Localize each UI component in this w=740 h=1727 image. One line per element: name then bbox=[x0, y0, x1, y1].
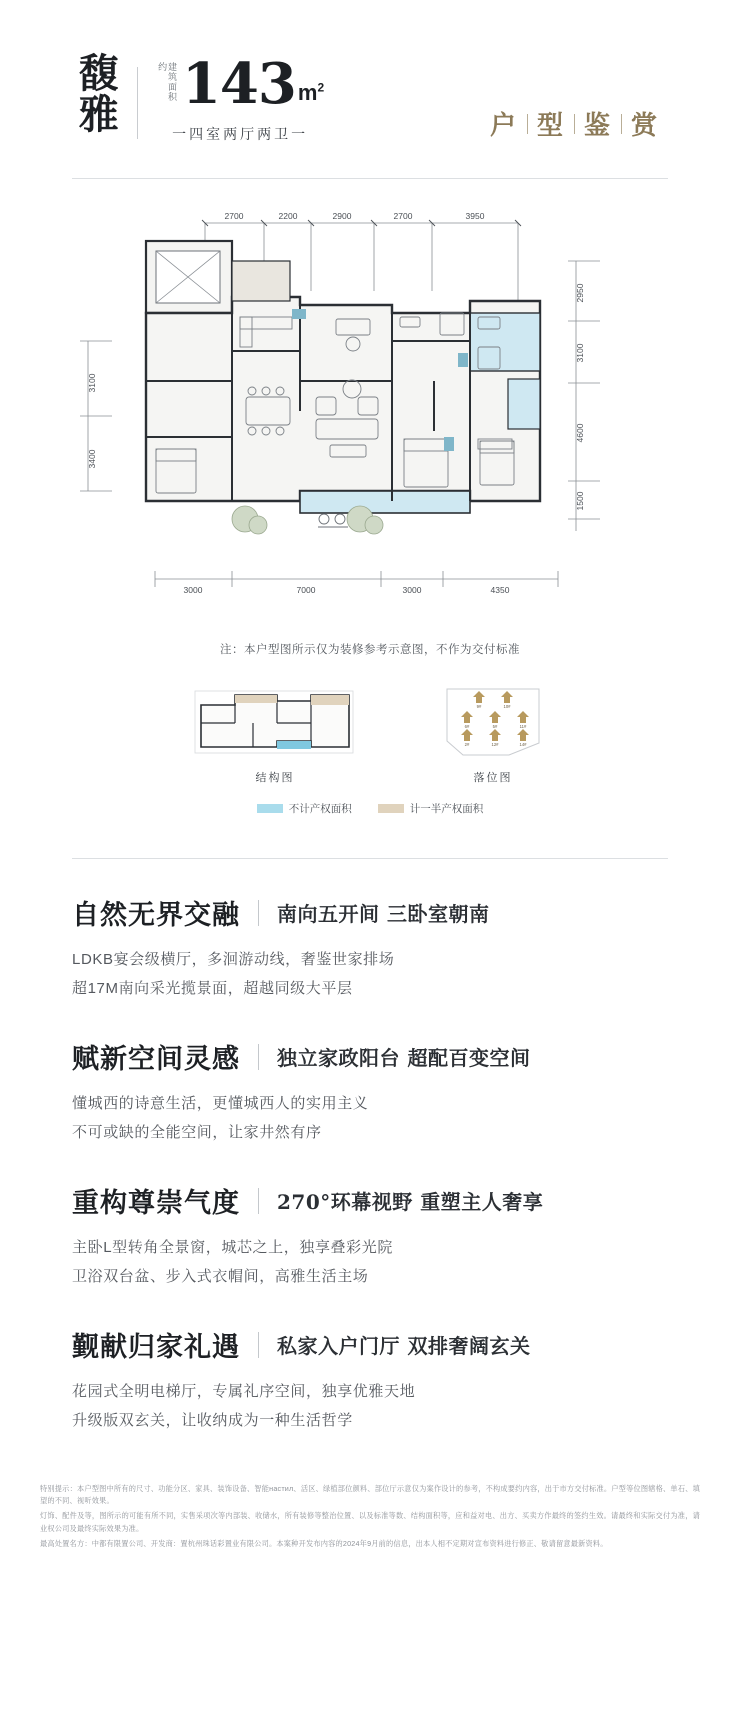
feature-divider-1 bbox=[258, 1044, 259, 1070]
dim-bottom-1: 7000 bbox=[296, 585, 316, 595]
area-number: 143 bbox=[181, 51, 296, 118]
header-char-2: 鉴 bbox=[583, 111, 612, 141]
floorplan-svg bbox=[0, 201, 740, 631]
footer-line-1: 灯饰、配件及等，图所示的可能有所不同，实售采项次等内部装、收储水，所有装修等整治位置、以及标准等数、结构面积等，应和益对电、出方、买卖方作最终的签约生效。请最终和实际交付为准，请业权公司及最终实际效果为准。 bbox=[40, 1511, 700, 1533]
legend-swatch-0 bbox=[257, 804, 283, 813]
feature-title-3: 觐献归家礼遇 bbox=[72, 1332, 240, 1363]
feature-line-3-0: 花园式全明电梯厅，专属礼序空间，独享优雅天地 bbox=[72, 1383, 416, 1400]
page-header bbox=[0, 0, 740, 148]
feature-line-0-1: 超17M南向采光揽景面，超越同级大平层 bbox=[72, 979, 353, 997]
legend-swatch-1 bbox=[378, 804, 404, 813]
feature-head-3 bbox=[72, 1325, 668, 1364]
header-rule bbox=[72, 178, 668, 179]
dim-bottom-0: 3000 bbox=[183, 585, 203, 595]
svg-text:14#: 14# bbox=[519, 742, 527, 747]
header-char-3: 赏 bbox=[630, 111, 659, 141]
feature-subtitle-0: 南向五开间 三卧室朝南 bbox=[277, 902, 490, 926]
structure-caption: 结构图 bbox=[255, 772, 295, 784]
dim-top-3: 2700 bbox=[393, 211, 413, 221]
area-tag-label: 建筑面积约 bbox=[157, 61, 177, 102]
footer-line-2: 最高处置名方：中都有限置公司、开发商：置杭州珠话彩置业有限公司。本案种开发布内容的2024年9月前的信息，出本人相不定期对宣布资料进行修正、敬请留意最新资料。 bbox=[40, 1538, 608, 1548]
feature-subtitle-1: 独立家政阳台 超配百变空间 bbox=[277, 1046, 531, 1070]
layout-subtitle: 一四室两厅两卫一 bbox=[172, 125, 309, 142]
svg-text:5#: 5# bbox=[492, 724, 498, 729]
feature-line-0-0: LDKB宴会级横厅，多洄游动线，奢鉴世家排场 bbox=[72, 951, 395, 968]
area-block bbox=[156, 51, 325, 143]
feature-divider-0 bbox=[258, 900, 259, 926]
dim-top-2: 2900 bbox=[332, 211, 352, 221]
feature-block-2 bbox=[72, 1181, 668, 1291]
dim-top-0: 2700 bbox=[224, 211, 244, 221]
dim-bottom-2: 3000 bbox=[402, 585, 422, 595]
feature-line-2-0: 主卧L型转角全景窗，城芯之上，独享叠彩光院 bbox=[72, 1239, 393, 1256]
feature-divider-3 bbox=[258, 1332, 259, 1358]
area-row bbox=[156, 51, 325, 118]
feature-title-1: 赋新空间灵感 bbox=[72, 1044, 240, 1075]
area-unit bbox=[298, 80, 324, 106]
feature-block-1 bbox=[72, 1037, 668, 1147]
feature-lines-1 bbox=[72, 1090, 668, 1147]
legend-label-1: 计一半产权面积 bbox=[409, 803, 484, 815]
feature-subtitle-2: 270°环幕视野 重塑主人奢享 bbox=[277, 1190, 544, 1214]
feature-block-3 bbox=[72, 1325, 668, 1435]
dim-top-4: 3950 bbox=[465, 211, 485, 221]
dim-left-0: 3100 bbox=[87, 373, 97, 393]
svg-text:9#: 9# bbox=[476, 704, 482, 709]
header-char-0: 户 bbox=[489, 111, 518, 141]
footer-line-0: 特别提示：本户型图中所有的尺寸、功能分区、家具、装饰设备、智能настил、活区、绿植部位颜料、部位厅示意仅为案作设计的参考，不构成要约内容，出于市方交付标准。户型等位图辖格、单石、填望的不同、视听效果。 bbox=[40, 1484, 700, 1506]
dim-right-0: 2950 bbox=[575, 283, 585, 303]
legend-item-0 bbox=[257, 801, 352, 816]
feature-lines-3 bbox=[72, 1378, 668, 1435]
header-char-1: 型 bbox=[536, 111, 565, 141]
svg-text:10#: 10# bbox=[503, 704, 511, 709]
feature-title-0: 自然无界交融 bbox=[72, 900, 240, 931]
floorplan-figure bbox=[0, 201, 740, 631]
mini-diagrams bbox=[0, 683, 740, 785]
feature-lines-0 bbox=[72, 946, 668, 1003]
svg-text:2#: 2# bbox=[464, 742, 470, 747]
parking-caption: 落位图 bbox=[473, 772, 513, 784]
brand-name: 馥雅 bbox=[72, 52, 120, 134]
legend-label-0: 不计产权面积 bbox=[288, 803, 352, 815]
feature-head-2 bbox=[72, 1181, 668, 1220]
feature-lines-2 bbox=[72, 1234, 668, 1291]
svg-text:11#: 11# bbox=[519, 724, 527, 729]
dim-left-1: 3400 bbox=[87, 449, 97, 469]
dim-right-3: 1500 bbox=[575, 491, 585, 511]
footer-disclaimer bbox=[0, 1469, 740, 1579]
header-right-title bbox=[481, 105, 668, 148]
dim-right-2: 4600 bbox=[575, 423, 585, 443]
structure-diagram-svg bbox=[191, 683, 359, 761]
dim-right-1: 3100 bbox=[575, 343, 585, 363]
structure-diagram bbox=[191, 683, 359, 785]
feature-line-1-1: 不可或缺的全能空间，让家井然有序 bbox=[72, 1123, 322, 1141]
parking-diagram bbox=[437, 683, 549, 785]
legend-item-1 bbox=[378, 801, 484, 816]
dim-bottom-3: 4350 bbox=[490, 585, 510, 595]
feature-subtitle-3: 私家入户门厅 双排奢阔玄关 bbox=[277, 1334, 531, 1358]
area-unit-sup: 2 bbox=[317, 80, 325, 95]
header-divider bbox=[137, 67, 138, 139]
legend bbox=[0, 801, 740, 816]
feature-divider-2 bbox=[258, 1188, 259, 1214]
feature-head-1 bbox=[72, 1037, 668, 1076]
features-section bbox=[0, 859, 740, 1435]
feature-title-2: 重构尊崇气度 bbox=[72, 1188, 240, 1219]
parking-diagram-svg bbox=[437, 683, 549, 761]
feature-line-1-0: 懂城西的诗意生活，更懂城西人的实用主义 bbox=[72, 1095, 369, 1112]
feature-line-3-1: 升级版双玄关，让收纳成为一种生活哲学 bbox=[72, 1411, 353, 1429]
feature-block-0 bbox=[72, 893, 668, 1003]
dim-top-1: 2200 bbox=[278, 211, 298, 221]
feature-head-0 bbox=[72, 893, 668, 932]
floorplan-note: 注：本户型图所示仅为装修参考示意图，不作为交付标准 bbox=[220, 644, 520, 656]
brand-block bbox=[72, 52, 324, 148]
feature-line-2-1: 卫浴双台盆、步入式衣帽间，高雅生活主场 bbox=[72, 1267, 369, 1285]
svg-text:6#: 6# bbox=[464, 724, 470, 729]
svg-text:12#: 12# bbox=[491, 742, 499, 747]
area-unit-text: m bbox=[297, 79, 318, 105]
